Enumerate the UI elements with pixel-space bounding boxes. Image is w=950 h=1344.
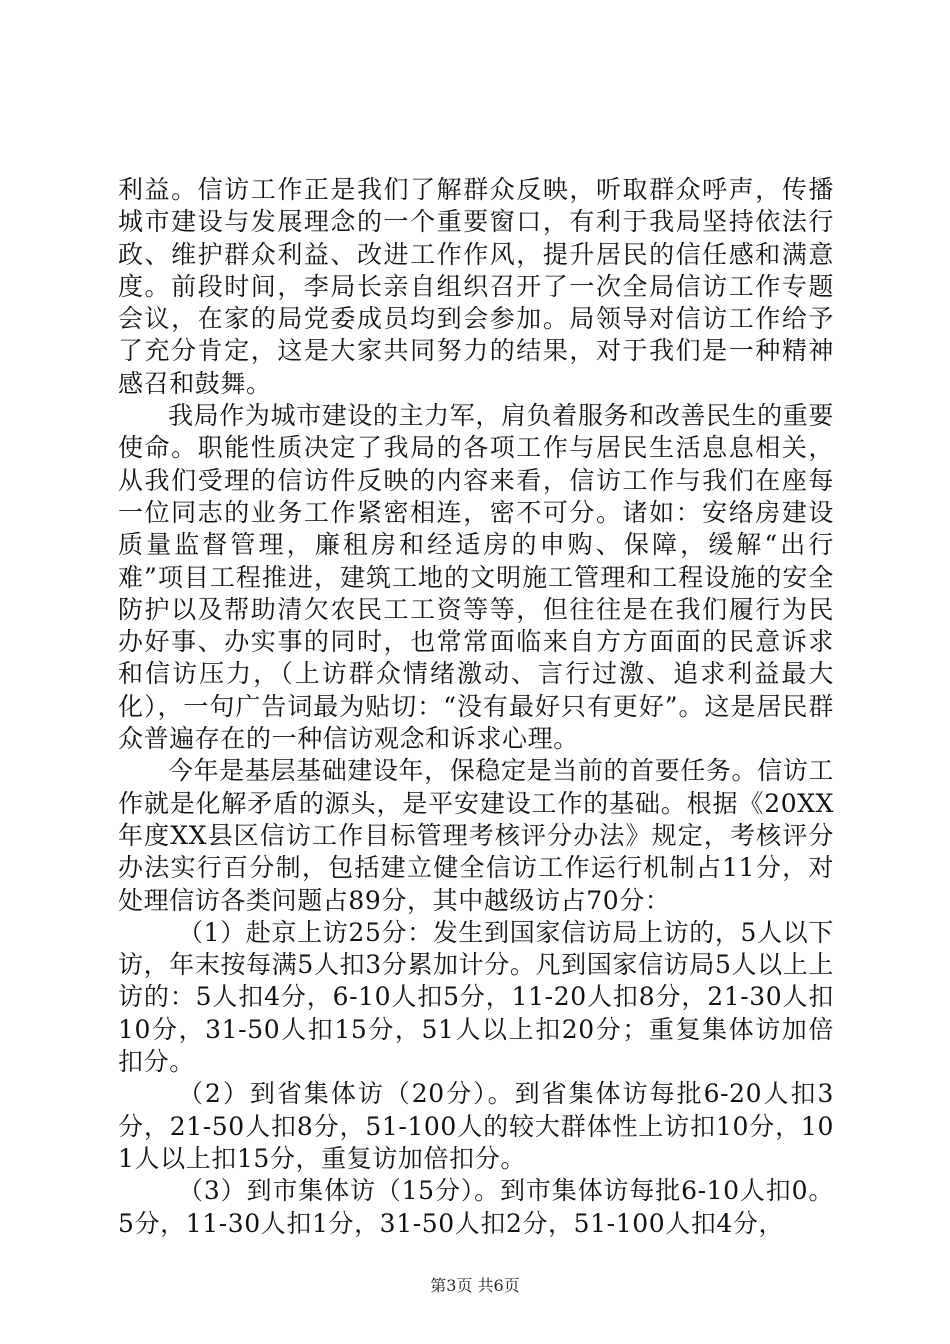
paragraph-3: 今年是基层基础建设年，保稳定是当前的首要任务。信访工作就是化解矛盾的源头，是平安建设工作的基础。根据《20XX年度XX县区信访工作目标管理考核评分办法》规定，考核评分办法实行百分制，包括建立健全信访工作运行机制占11分，对处理信访各类问题占89分，其中越级访占70分： [118, 756, 834, 915]
paragraph-2: 我局作为城市建设的主力军，肩负着服务和改善民生的重要使命。职能性质决定了我局的各项工作与居民生活息息相关，从我们受理的信访件反映的内容来看，信访工作与我们在座每一位同志的业务工作紧密相连，密不可分。诸如：安络房建设质量监督管理，廉租房和经适房的申购、保障，缓解“出行难”项目工程推进，建筑工地的文明施工管理和工程设施的安全防护以及帮助清欠农民工工资等等，但往往是在我们履行为民办好事、办实事的同时，也常常面临来自方方面面的民意诉求和信访压力，（上访群众情绪激动、言行过激、追求利益最大化），一句广告词最为贴切：“没有最好只有更好”。这是居民群众普遍存在的一种信访观念和诉求心理。 [118, 401, 834, 754]
paragraph-1: 利益。信访工作正是我们了解群众反映，听取群众呼声，传播城市建设与发展理念的一个重要窗口，有利于我局坚持依法行政、维护群众利益、改进工作作风，提升居民的信任感和满意度。前段时间，李局长亲自组织召开了一次全局信访工作专题会议，在家的局党委成员均到会参加。局领导对信访工作给予了充分肯定，这是大家共同努力的结果，对于我们是一种精神感召和鼓舞。 [118, 175, 834, 398]
page-number-footer: 第3页 共6页 [430, 1276, 520, 1295]
paragraph-item-2: （2）到省集体访（20分）。到省集体访每批6-20人扣3分，21-50人扣8分，51-100人的较大群体性上访扣10分，101人以上扣15分，重复访加倍扣分。 [118, 1079, 834, 1173]
paragraph-item-1: （1）赴京上访25分：发生到国家信访局上访的，5人以下访，年末按每满5人扣3分累加计分。凡到国家信访局5人以上上访的：5人扣4分，6-10人扣5分，11-20人扣8分，21-30人扣10分，31-50人扣15分，51人以上扣20分；重复集体访加倍扣分。 [118, 917, 834, 1077]
document-body [118, 174, 834, 1240]
paragraph-item-3: （3）到市集体访（15分）。到市集体访每批6-10人扣0。5分，11-30人扣1分，31-50人扣2分，51-100人扣4分， [118, 1176, 834, 1238]
